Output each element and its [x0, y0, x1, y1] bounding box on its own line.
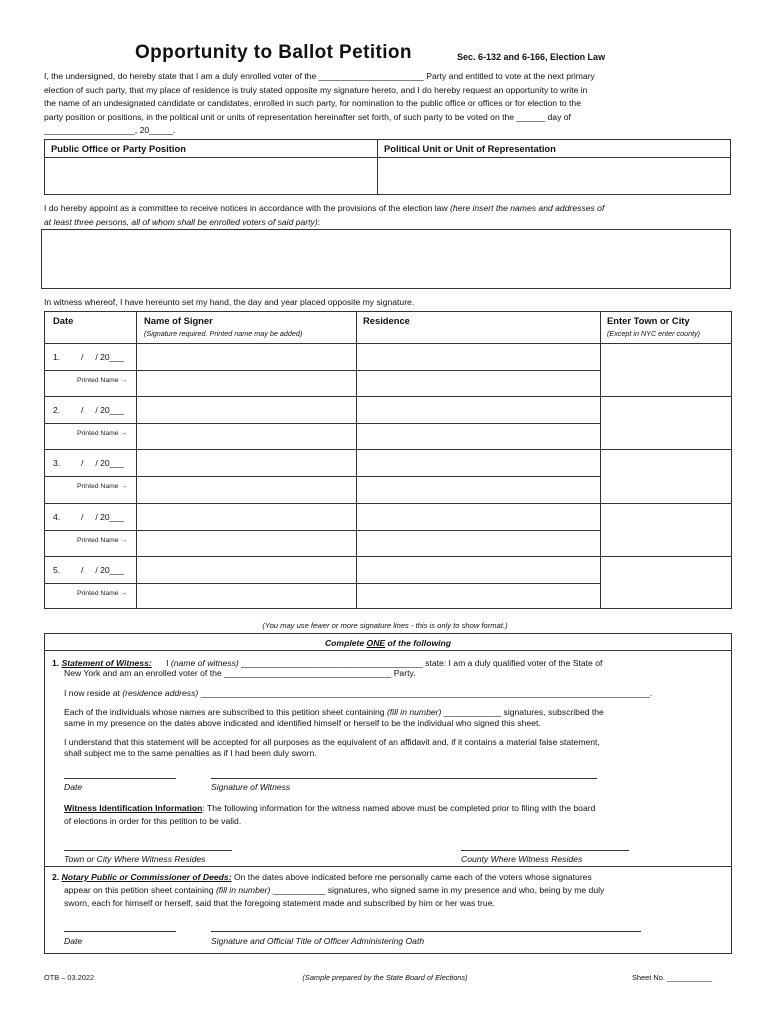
witness-town-label: Town or City Where Witness Resides [64, 854, 206, 864]
town-col-header: Enter Town or City [607, 315, 690, 326]
town-field[interactable] [602, 452, 729, 500]
office-table [44, 139, 731, 195]
notary-line-1 [52, 872, 592, 882]
unit-input[interactable] [381, 160, 727, 192]
witness-text: I [166, 658, 171, 668]
row-number: 5. [53, 564, 61, 575]
complete-prefix: Complete [324, 638, 367, 648]
signer-row [45, 504, 731, 557]
witness-date-line[interactable] [64, 778, 176, 779]
witness-residence-hint: (residence address) [122, 688, 199, 698]
printed-name-label: Printed Name → [77, 377, 128, 384]
printed-name-field[interactable] [138, 478, 354, 500]
intro-line: the name of an undesignated candidate or candidates, enrolled in such party, for nomination to the public office or offices or for election to the [44, 98, 581, 109]
notary-heading: Notary Public or Commissioner of Deeds: [61, 872, 232, 882]
notary-line-2 [64, 885, 604, 895]
committee-text: I do hereby appoint as a committee to receive notices in accordance with the provisions of the election law [44, 203, 451, 213]
committee-colon: : [317, 217, 321, 227]
printed-name-field[interactable] [138, 372, 354, 394]
witness-signature-label: Signature of Witness [211, 782, 291, 792]
intro-line: I, the undersigned, do hereby state that I am a duly enrolled voter of the ______________________ Party and entitled to vote at the next primary [44, 71, 595, 81]
witness-text: ____________ signatures, subscribed the [441, 707, 604, 717]
notary-text: appear on this petition sheet containing [64, 885, 216, 895]
signature-field[interactable] [138, 506, 354, 528]
signature-field[interactable] [138, 346, 354, 368]
witness-county-label: County Where Witness Resides [461, 854, 583, 864]
law-citation: Sec. 6-132 and 6-166, Election Law [457, 52, 606, 62]
committee-instructions: (here insert the names and addresses of [450, 203, 605, 213]
date-col-header: Date [53, 315, 74, 326]
notary-date-line[interactable] [64, 931, 176, 932]
witness-line-1 [52, 658, 602, 668]
intro-paragraph [44, 70, 726, 138]
witness-line-5: same in my presence on the dates above indicated and identified himself or herself to be the individual who signed this sheet. [64, 718, 541, 728]
witness-whereof-text: In witness whereof, I have hereunto set my hand, the day and year placed opposite my signature. [44, 297, 415, 307]
witness-id-text: : The following information for the witness named above must be completed prior to filing with the board [202, 803, 596, 813]
complete-one-heading [45, 638, 731, 648]
signer-row [45, 397, 731, 450]
residence-field[interactable] [358, 506, 598, 554]
committee-names-field[interactable] [41, 229, 731, 289]
notary-signature-label: Signature and Official Title of Officer Administering Oath [211, 936, 425, 946]
printed-name-label: Printed Name → [77, 483, 128, 491]
signer-row [45, 450, 731, 503]
notary-signature-line[interactable] [211, 931, 641, 932]
notary-text: ___________ signatures, who signed same in my presence and who, being by me duly [270, 885, 605, 895]
intro-line: election of such party, that my place of residence is truly stated opposite my signature hereto, and I do hereby request an opportunity to write in [44, 84, 588, 95]
town-col-note: (Except in NYC enter county) [607, 329, 701, 338]
intro-line: ___________________, 20_____. [44, 125, 176, 136]
row-date-field[interactable]: / / 20___ [81, 458, 124, 469]
complete-one: ONE [366, 638, 386, 648]
witness-id-line-2: of elections in order for this petition to be valid. [64, 816, 242, 826]
signer-row [45, 557, 731, 610]
witness-date-label: Date [64, 782, 83, 792]
row-number: 4. [53, 511, 61, 522]
printed-name-field[interactable] [138, 585, 354, 607]
printed-name-label: Printed Name → [77, 430, 128, 438]
witness-line-7: shall subject me to the same penalties as if I had been duly sworn. [64, 748, 317, 758]
row-date-field[interactable]: / / 20___ [81, 352, 124, 362]
witness-text: Each of the individuals whose names are subscribed to this petition sheet containing [64, 707, 387, 717]
notary-date-label: Date [64, 936, 83, 946]
residence-field[interactable] [358, 346, 598, 394]
witness-text: ______________________________________ state: I am a duly qualified voter of the State of [238, 658, 603, 668]
residence-col-header: Residence [363, 315, 410, 326]
printed-name-field[interactable] [138, 425, 354, 447]
printed-name-field[interactable] [138, 532, 354, 554]
notary-line-3: sworn, each for himself or herself, said that the foregoing statement made and subscribed by him or her was true. [64, 898, 495, 908]
row-number: 1. [53, 352, 61, 362]
witness-town-line[interactable] [64, 850, 232, 851]
form-code: OTB – 03.2022 [44, 973, 95, 982]
unit-col-header: Political Unit or Unit of Representation [384, 143, 556, 154]
footer-note: (Sample prepared by the State Board of Elections) [302, 973, 468, 982]
witness-text: I now reside at [64, 688, 123, 698]
signer-row [45, 344, 731, 397]
town-field[interactable] [602, 506, 729, 554]
notary-num: 2. [52, 872, 60, 882]
signer-col-header: Name of Signer [144, 315, 213, 326]
town-field[interactable] [602, 399, 729, 447]
signer-col-note: (Signature required. Printed name may be added) [144, 329, 303, 338]
town-field[interactable] [602, 346, 729, 394]
notary-text: On the dates above indicated before me personally came each of the voters whose signatures [231, 872, 592, 882]
witness-heading: Statement of Witness: [61, 658, 152, 668]
row-date-field[interactable]: / / 20___ [81, 511, 124, 522]
committee-instructions-cont: at least three persons, all of whom shall be enrolled voters of said party) [44, 217, 318, 227]
notary-number-hint: (fill in number) [215, 885, 271, 895]
office-col-header: Public Office or Party Position [51, 143, 186, 154]
office-input[interactable] [47, 160, 374, 192]
witness-text: ______________________________________________________________________________________________. [198, 688, 653, 698]
signer-table [44, 311, 732, 609]
witness-line-3 [64, 688, 652, 698]
row-number: 3. [53, 458, 61, 469]
residence-field[interactable] [358, 399, 598, 447]
witness-name-hint: (name of witness) [170, 658, 239, 668]
witness-line-2: New York and am an enrolled voter of the ___________________________________ Party. [64, 668, 416, 678]
witness-id-heading: Witness Identification Information [64, 803, 203, 813]
intro-line: party position or positions, in the political unit or units of representation hereinafter set forth, of such party to be voted on the ______ day of [44, 111, 571, 122]
committee-paragraph [44, 201, 726, 229]
residence-field[interactable] [358, 452, 598, 500]
row-date-field[interactable]: / / 20___ [81, 564, 124, 575]
signature-field[interactable] [138, 399, 354, 421]
witness-county-line[interactable] [461, 850, 629, 851]
row-date-field[interactable]: / / 20___ [81, 405, 124, 416]
residence-field[interactable] [358, 559, 598, 607]
witness-id-line-1 [64, 803, 595, 813]
page-title: Opportunity to Ballot Petition [135, 42, 412, 63]
signature-field[interactable] [138, 452, 354, 474]
town-field[interactable] [602, 559, 729, 607]
statement-box [44, 633, 732, 954]
witness-line-6: I understand that this statement will be accepted for all purposes as the equivalent of an affidavit and, if it contains a material false statement, [64, 737, 600, 747]
witness-line-4 [64, 707, 604, 717]
row-number: 2. [53, 405, 61, 416]
sheet-number[interactable]: Sheet No. ___________ [632, 973, 713, 982]
complete-suffix: of the following [385, 638, 452, 648]
witness-signature-line[interactable] [211, 778, 597, 779]
format-note: (You may use fewer or more signature lines - this is only to show format.) [262, 621, 508, 630]
signature-field[interactable] [138, 559, 354, 581]
printed-name-label: Printed Name → [77, 536, 128, 544]
witness-number-hint: (fill in number) [386, 707, 442, 717]
witness-num: 1. [52, 658, 60, 668]
printed-name-label: Printed Name → [77, 589, 128, 597]
